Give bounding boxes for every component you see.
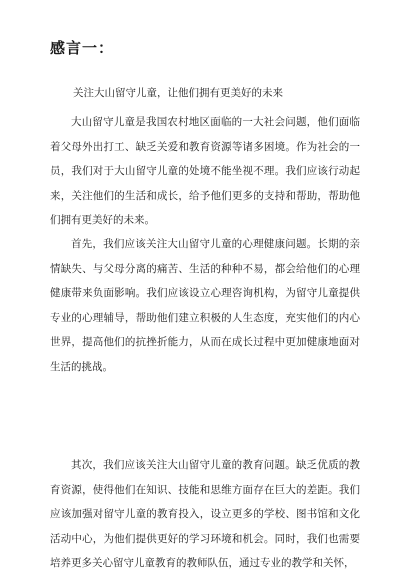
paragraph: 大山留守儿童是我国农村地区面临的一大社会问题，他们面临着父母外出打工、缺乏关爱和教育资源等诸多困境。作为社会的一员，我们对于大山留守儿童的处境不能坐视不理。我们应该行动起来，关注他们的生活和成长，给予他们更多的支持和帮助，帮助他们拥有更美好的未来。 [50, 116, 360, 226]
article-subtitle: 关注大山留守儿童，让他们拥有更美好的未来 [73, 87, 283, 99]
page-title: 感言一： [50, 39, 115, 57]
paragraph: 其次，我们应该关注大山留守儿童的教育问题。缺乏优质的教育资源，使得他们在知识、技能和思维方面存在巨大的差距。我们应该加强对留守儿童的教育投入，设立更多的学校、图书馆和文化活动中心，为他们提供更好的学习环境和机会。同时，我们也需要培养更多关心留守儿童教育的教师队伍，通过专业的教学和关怀， [50, 459, 360, 569]
paragraph: 首先，我们应该关注大山留守儿童的心理健康问题。长期的亲情缺失、与父母分离的痛苦、生活的种种不易，都会给他们的心理健康带来负面影响。我们应该设立心理咨询机构，为留守儿童提供专业的心理辅导，帮助他们建立积极的人生态度，充实他们的内心世界，提高他们的抗挫折能力，从而在成长过程中更加健康地面对生活的挑战。 [50, 238, 360, 373]
